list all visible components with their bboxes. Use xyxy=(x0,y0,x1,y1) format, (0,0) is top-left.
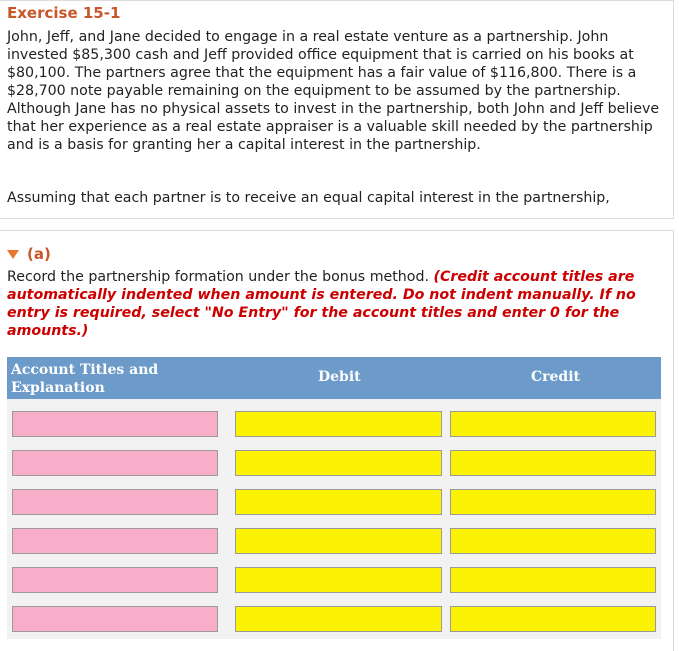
problem-text: John, Jeff, and Jane decided to engage in a real estate venture as a partnership. John invested $85,300 cash and Jeff provided office equipment that is carried on his books at $80,100. The partners agree that the equipment has a fair value of $116,800. There is a $28,700 note payable remaining on the equipment to be assumed by the partnership. Although Jane has no physical assets to invest in the partnership, both John and Jeff believe that her experience as a real estate appraiser is a valuable skill needed by the partnership and is a basis for granting her a capital interest in the partnership. xyxy=(7,29,660,153)
instruction-note: (Credit account titles are automatically indented when amount is entered. Do not indent manually. If no entry is required, select "No Entry" for the account titles and enter 0 for the amounts.) xyxy=(7,269,636,339)
account-title-input[interactable] xyxy=(12,450,218,476)
credit-input[interactable] xyxy=(450,411,656,437)
debit-input[interactable] xyxy=(235,528,442,554)
header-credit: Credit xyxy=(531,369,580,385)
credit-input[interactable] xyxy=(450,606,656,632)
debit-input[interactable] xyxy=(235,606,442,632)
credit-input[interactable] xyxy=(450,567,656,593)
instruction-text: Record the partnership formation under the bonus method. xyxy=(7,269,429,285)
account-title-input[interactable] xyxy=(12,606,218,632)
journal-row xyxy=(7,477,661,516)
exercise-title: Exercise 15-1 xyxy=(7,4,121,22)
journal-row xyxy=(7,555,661,594)
debit-input[interactable] xyxy=(235,567,442,593)
journal-row xyxy=(7,594,661,633)
journal-row xyxy=(7,438,661,477)
credit-input[interactable] xyxy=(450,450,656,476)
journal-table-header xyxy=(7,357,661,399)
account-title-input[interactable] xyxy=(12,528,218,554)
part-a-label: (a) xyxy=(27,245,51,263)
debit-input[interactable] xyxy=(235,411,442,437)
debit-input[interactable] xyxy=(235,450,442,476)
credit-input[interactable] xyxy=(450,528,656,554)
header-account-titles: Account Titles and Explanation xyxy=(11,362,159,396)
credit-input[interactable] xyxy=(450,489,656,515)
account-title-input[interactable] xyxy=(12,411,218,437)
journal-table-body xyxy=(7,399,661,639)
journal-row xyxy=(7,516,661,555)
assumption-text: Assuming that each partner is to receive an equal capital interest in the partnership, xyxy=(7,190,610,206)
part-a-instructions xyxy=(7,268,667,340)
account-title-input[interactable] xyxy=(12,489,218,515)
collapse-triangle-icon[interactable] xyxy=(7,250,19,259)
account-title-input[interactable] xyxy=(12,567,218,593)
debit-input[interactable] xyxy=(235,489,442,515)
part-a-toggle[interactable] xyxy=(7,244,51,264)
header-debit: Debit xyxy=(318,369,361,385)
journal-row xyxy=(7,399,661,438)
